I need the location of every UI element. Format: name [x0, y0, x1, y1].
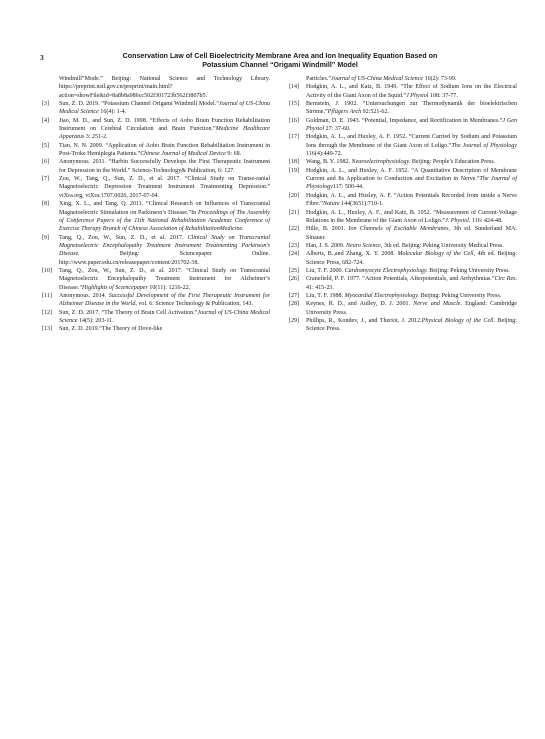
reference-entry: [289, 300, 517, 317]
reference-number: [4]: [42, 117, 50, 124]
reference-segment: Sun, Z. D. 2019.“The Theory of Dove-like: [59, 326, 163, 333]
reference-number: [10]: [42, 267, 53, 274]
reference-segment: Beijing: Peking University Press.: [419, 292, 502, 299]
reference-segment: Liu, T. F. 1988.: [306, 292, 345, 299]
reference-text: [59, 292, 270, 309]
reference-italic-segment: Ion Channels of Excitable Membranes: [348, 226, 449, 233]
reference-segment: 27: 37-60.: [324, 126, 351, 133]
reference-segment: Beijing: Peking University Press.: [427, 267, 510, 274]
reference-entry: [42, 117, 270, 142]
reference-entry: [289, 167, 517, 192]
reference-number: [14]: [289, 84, 300, 91]
reference-number: [27]: [289, 292, 300, 299]
reference-number: [8]: [42, 201, 50, 208]
reference-entry: [42, 75, 270, 100]
reference-segment: Windmill”Mode.” Beijing: National Science and Technology Library. https://preprint.nstl.gov.cn/preprint/main.html?action=showFile&id=8a8b8a986cc502f301723b562f3807b5.: [59, 76, 270, 99]
reference-italic-segment: J Physiol: [406, 92, 429, 99]
reference-number: [22]: [289, 226, 300, 233]
reference-segment: Sun, Z. D. 2017. “The Theory of Brain Cell Activation.”: [59, 309, 198, 316]
reference-text: [306, 100, 517, 117]
reference-italic-segment: Pflügers Arch: [327, 109, 362, 116]
reference-segment: Hille, B. 2001.: [306, 226, 349, 233]
reference-text: [306, 83, 517, 100]
reference-entry: [42, 234, 270, 267]
reference-text: [59, 175, 270, 200]
reference-entry: [289, 225, 517, 242]
reference-italic-segment: Chinese Journal of Medical Device: [140, 151, 226, 158]
reference-italic-segment: Molecular Biology of the Cell: [397, 251, 474, 258]
reference-number: [25]: [289, 267, 300, 274]
reference-segment: 144(3651):710-1.: [339, 201, 384, 208]
reference-text: [306, 117, 517, 134]
reference-segment: 14(5): 203-11.: [77, 317, 114, 324]
reference-text: [59, 325, 270, 333]
reference-segment: Hodgkin, A. L., and Huxley, A. F. 1952. “A Quantitative Description of Membrane Current and Its Application to Conduction and Excitation in Nerve.”: [306, 167, 517, 183]
reference-segment: 16(2): 73-99.: [423, 76, 457, 82]
reference-segment: Tian, N. N. 2009. “Application of Aobo Brain Function Rehabilitation Instrument in Post-Troke Hemiplegia Patients.”: [59, 142, 270, 158]
reference-text: [59, 117, 270, 142]
reference-entry: [289, 133, 517, 158]
paper-header: [80, 52, 480, 69]
reference-italic-segment: Neuroelectrophysiology.: [351, 159, 411, 166]
reference-text: [306, 75, 517, 83]
reference-segment: Goldman, D. E. 1943. “Potential, Impedance, and Rectification in Membranes.”: [306, 117, 503, 124]
reference-number: [18]: [289, 159, 300, 166]
reference-text: [306, 292, 517, 300]
reference-italic-segment: Neuro Science: [345, 242, 381, 249]
reference-number: [3]: [42, 101, 50, 108]
reference-entry: [289, 209, 517, 226]
reference-segment: 116: 424-48.: [470, 217, 503, 224]
paper-title-line-2: Potassium Channel “Origami Windmill” Model: [202, 60, 358, 69]
reference-entry: [289, 75, 517, 83]
reference-segment: Alberts, B.,and Zhang, X. Y. 2008.: [306, 251, 398, 258]
reference-italic-segment: Nerve and Muscle.: [413, 301, 462, 308]
reference-segment: 108: 37-77.: [428, 92, 458, 99]
reference-number: [11]: [42, 292, 52, 299]
reference-entry: [42, 309, 270, 326]
reference-segment: , vol. 6: Science Technology & Publication, 143.: [135, 301, 253, 308]
reference-italic-segment: Clinical Study on Transcranial Magnetoelectric Encephalopathy Treatment Instrument Treatmenting Parkinson’s Disease.: [59, 234, 270, 258]
reference-text: [306, 167, 517, 192]
reference-number: [17]: [289, 134, 300, 141]
reference-text: [59, 100, 270, 117]
reference-segment: 10(11): 1216-22.: [147, 284, 191, 291]
reference-number: [13]: [42, 326, 53, 333]
reference-entry: [289, 267, 517, 275]
reference-entry: [42, 100, 270, 117]
reference-segment: Phillips, R., Kondev, J., and Theriot, J. 2012.: [306, 317, 422, 324]
references-left-column: [42, 75, 270, 334]
reference-entry: [289, 250, 517, 267]
reference-number: [15]: [289, 101, 300, 108]
reference-entry: [289, 117, 517, 134]
reference-text: [59, 267, 270, 292]
reference-entry: [42, 325, 270, 333]
reference-text: [59, 309, 270, 326]
reference-entry: [289, 317, 517, 334]
reference-segment: Bernstein, J. 1902. “Untersuchungen zur Thermodynamik der bioelektrischen Ströme.”: [306, 101, 517, 116]
reference-entry: [289, 242, 517, 250]
reference-text: [306, 133, 517, 158]
reference-italic-segment: The Journal of Physiology: [306, 176, 517, 191]
reference-number: [16]: [289, 117, 300, 124]
reference-italic-segment: The Journal of Physiology: [451, 142, 517, 149]
reference-segment: 41: 415-23.: [306, 284, 334, 291]
reference-number: [24]: [289, 251, 300, 258]
reference-text: [306, 250, 517, 267]
reference-segment: 9: 68.: [225, 151, 242, 158]
reference-italic-segment: Myocardial Electrophysiology.: [344, 292, 420, 299]
reference-segment: Hodgkin, A. L., Huxley, A. F., and Katz, B. 1952. “Measurement of Current-Voltage Relations in the Membrane of the Giant Axon of Loligo.”: [306, 209, 517, 224]
reference-number: [7]: [42, 176, 50, 183]
reference-number: [19]: [289, 167, 300, 174]
reference-segment: Hodgkin, A. L., and Huxley, A. F. “Action Potentials Recorded from inside a Nerve Fibre.”: [306, 192, 517, 208]
reference-segment: Tang, Q., Zou, W., Sun, Z. D., et al. 2017. “Clinical Study on Transcranial Magnetoelectric Encephalopathy Treatment Instrument for Alzheimer’s Disease.”: [59, 267, 270, 291]
reference-segment: 117: 500-44.: [332, 184, 364, 191]
reference-entry: [289, 292, 517, 300]
reference-segment: Hodgkin, A. L., and Huxley, A. F. 1952. “Current Carried by Sodium and Potassium Ions through the Membrane of the Giant Axon of Loligo.”: [306, 134, 517, 149]
reference-segment: Anonymous. 2014.: [59, 292, 109, 299]
reference-number: [26]: [289, 276, 300, 283]
reference-italic-segment: Highlights of Sciencepaper: [82, 284, 148, 291]
reference-number: [23]: [289, 242, 300, 249]
page-number: 3: [40, 53, 44, 62]
reference-text: [306, 242, 517, 250]
reference-segment: Beijing: Sciencepaper Online. http://www.paper.edu.cn/releasepaper/content/201702-38.: [59, 251, 270, 266]
reference-number: [12]: [42, 309, 53, 316]
reference-entry: [42, 292, 270, 309]
reference-number: [6]: [42, 159, 50, 166]
reference-text: [306, 225, 517, 242]
reference-segment: Cranefield, P. F. 1977. “Action Potentials, Afterpotentials, and Arrhythmias.”: [306, 276, 495, 283]
reference-italic-segment: Journal of US-China Medical Science: [59, 101, 270, 116]
reference-italic-segment: Proceedings of The Assembly of Conference Papers of the 11th National Rehabilitation Academic Conference of Exercise Therapy Branch of Chinese Association of RehabilitationMedicine.: [59, 209, 270, 233]
reference-entry: [42, 142, 270, 159]
reference-entry: [42, 175, 270, 200]
reference-text: [59, 75, 270, 100]
reference-segment: 16(4): 1-4.: [98, 109, 127, 116]
reference-entry: [289, 192, 517, 209]
reference-segment: Jiao, M. D., and Sun, Z. D. 1998. “Effects of Aobo Brain Function Rehabilitation Instrument on Cerebral Circulation and Brain Function.”: [59, 117, 270, 133]
references-right-column: [289, 75, 517, 334]
reference-text: [306, 192, 517, 209]
reference-segment: Particles.”: [306, 76, 332, 82]
reference-text: [59, 142, 270, 159]
reference-text: [306, 317, 517, 334]
reference-entry: [289, 83, 517, 100]
reference-entry: [42, 200, 270, 233]
reference-segment: , 3th ed. Sunderland MA: Sinauer.: [306, 226, 517, 241]
reference-segment: 92:521-62.: [361, 109, 389, 116]
reference-number: [29]: [289, 317, 300, 324]
reference-text: [59, 200, 270, 233]
reference-number: [5]: [42, 142, 50, 149]
reference-segment: Tang, Q., Zou, W., Sun, Z. D., et al. 2017.: [59, 234, 188, 241]
reference-segment: Keynes, R. D., and Aidley, D. J. 2001.: [306, 301, 414, 308]
reference-italic-segment: Nature: [322, 201, 340, 208]
reference-text: [59, 234, 270, 267]
reference-number: [21]: [289, 209, 300, 216]
reference-italic-segment: Successful Development of the First Therapeutic Instrument for Alzheimer Disease in the World: [59, 292, 270, 308]
reference-text: [59, 158, 270, 175]
reference-text: [306, 275, 517, 292]
reference-text: [306, 300, 517, 317]
reference-segment: England: Cambridge University Press.: [306, 301, 517, 316]
reference-number: [28]: [289, 301, 300, 308]
reference-segment: Wang, B. Y. 1982.: [306, 159, 352, 166]
reference-entry: [289, 275, 517, 292]
reference-italic-segment: Journal of US-China Medical Science: [59, 309, 270, 324]
reference-number: [20]: [289, 192, 300, 199]
reference-segment: , 3th ed. Beijing: Peking University Medical Press.: [380, 242, 504, 249]
reference-entry: [289, 100, 517, 117]
paper-title-line-1: Conservation Law of Cell Bioelectricity Membrane Area and Ion Inequality Equation Based on: [122, 52, 438, 60]
reference-italic-segment: Physical Biology of the Cell.: [421, 317, 495, 324]
reference-italic-segment: J. Physiol.: [445, 217, 471, 224]
reference-italic-segment: Journal of US-China Medical Science: [331, 76, 424, 82]
reference-italic-segment: Medicine Healthcare Apparatus: [59, 126, 270, 141]
reference-italic-segment: J Gen Physiol: [306, 117, 517, 133]
reference-segment: Liu, T. F. 2000.: [306, 267, 345, 274]
reference-segment: Xing, X. L., and Tang, Q. 2011. “Clinical Research on Influences of Transcranial Magnetoelectric Stimulation on Parkinson’s Disease.”In: [59, 201, 270, 216]
reference-entry: [289, 158, 517, 166]
reference-segment: Zou, W., Tang, Q., Sun, Z. D., et al. 2017. “Clinical Study on Transe-ranial Magnetoelectric Depression Treatment Instrument Treatmenting Depression.” viXra.org, viXra:1707.0026, 2017-07-04.: [59, 176, 270, 199]
reference-segment: , 4th ed. Beijing: Science Press, 682-724.: [306, 251, 517, 266]
reference-text: [306, 267, 517, 275]
reference-segment: Hodgkin, A. L., and Katz, B. 1949. “The Effect of Sodium Ions on the Electrical Activity of the Giant Axon of the Squid.”: [306, 84, 517, 99]
reference-segment: Anonymous. 2011. “Harbin Successfully Develops the First Therapeutic Instrument for Depression in the World.” Science-Technology& Publication, 6: 127.: [59, 159, 270, 174]
reference-segment: 116(4):449-72.: [306, 151, 343, 158]
reference-text: [306, 158, 517, 166]
reference-italic-segment: Circ Res.: [494, 276, 518, 283]
reference-italic-segment: Cardiomyocyte Electrophysiology.: [344, 267, 428, 274]
reference-entry: [42, 267, 270, 292]
reference-text: [306, 209, 517, 226]
reference-segment: Beijing: People’s Education Press.: [410, 159, 496, 166]
reference-entry: [42, 158, 270, 175]
reference-segment: Han, J. S. 2009.: [306, 242, 346, 249]
reference-segment: Beijing: Science Press.: [306, 317, 517, 333]
reference-segment: Sun, Z. D. 2019. “Potassium Channel Origami Windmill Model.”: [59, 101, 219, 108]
reference-segment: 3: 251-2.: [84, 134, 108, 141]
reference-number: [9]: [42, 234, 50, 241]
